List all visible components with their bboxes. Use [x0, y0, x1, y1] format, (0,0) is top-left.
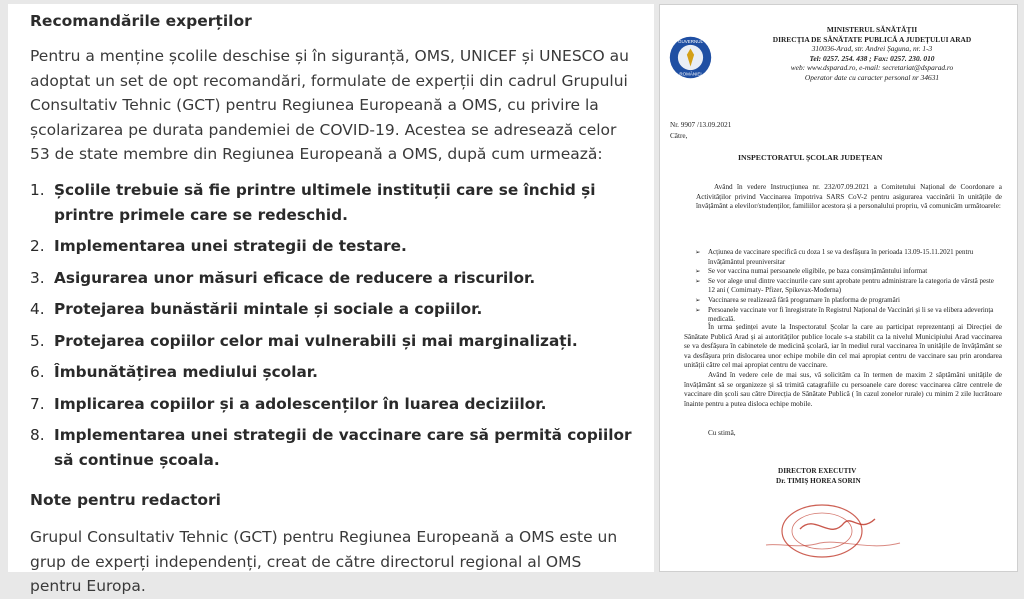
- signer-title: DIRECTOR EXECUTIV: [778, 467, 857, 475]
- list-item: ➢ Se vor alege unul dintre vaccinurile care sunt aprobate pentru administrare la categoria de vârstă peste 12 ani ( Comirnaty- Pfizer, Spikevax-Moderna): [702, 277, 1002, 296]
- list-item: 8. Implementarea unei strategii de vaccinare care să permită copiilor să continue școala.: [30, 426, 632, 469]
- list-item: 7. Implicarea copiilor și a adolescenților în luarea deciziilor.: [30, 394, 547, 413]
- recipient-title: INSPECTORATUL ȘCOLAR JUDEȚEAN: [738, 153, 883, 162]
- recommendations-list: [30, 178, 640, 472]
- letterhead: [742, 25, 1002, 82]
- intro-paragraph: Pentru a menține școlile deschise și în siguranță, OMS, UNICEF și UNESCO au adoptat un set de opt recomandări, formulate de experții din cadrul Grupului Consultativ Tehnic (GCT) pentru Regiunea Europeană a OMS, cu privire la școlarizarea pe durata pandemiei de COVID-19. Acestea se adresează celor 53 de state membre din Regiunea Europeană a OMS, după cum urmează:: [30, 47, 629, 163]
- letter-paragraph-2: În urma ședinței avute la Inspectoratul Școlar la care au participat reprezentanți ai Direcției de Sănătate Publică Arad și ai autorităților publice locale s-a stabilit ca la nivelul Municipiului Arad vaccinarea se va desfășura în cabinetele de medicină școlară, iar în mediul rural vaccinarea în unitățile de învățământ se va desfășura prin dislocarea unor echipe mobile din cel mai apropiat centru de vaccinare sau prin arondarea unității către cel mai apropiat centru de vaccinare.: [684, 323, 1002, 370]
- list-item: 6. Îmbunătățirea mediului școlar.: [30, 363, 318, 381]
- logo-text-bottom: ROMÂNIEI: [679, 71, 702, 77]
- list-item: 1. Școlile trebuie să fie printre ultimele instituții care se închid și printre primele care se redeschid.: [30, 181, 596, 224]
- letter-paragraph-3: Având în vedere cele de mai sus, vă solicităm ca în termen de maxim 2 săptămâni unitățile de învățământ să se organizeze și să trimită catagrafiile cu persoanele care doresc vaccinarea către centrele de vaccinare din școli sau către Direcția de Sănătate Publică ( în cazul zonelor rurale) cu minim 2 zile lucrătoare înainte pentru a putea disloca echipe mobile.: [684, 371, 1002, 408]
- signer-name: Dr. TIMIȘ HOREA SORIN: [776, 477, 861, 485]
- phone-line: Tel: 0257. 254. 438 ; Fax: 0257. 230. 010: [809, 53, 935, 63]
- measures-list: [702, 248, 1002, 325]
- government-logo-icon: [668, 35, 713, 80]
- letter-paragraph-1: Având în vedere Instrucțiunea nr. 232/07.09.2021 a Comitetului Național de Coordonare a Activităților privind Vaccinarea împotriva SARS CoV-2 pentru asigurarea vaccinării în unitățile de învățământ a elevilor/studenților, familiilor acestora și a personalului propriu, vă comunicăm următoarele:: [696, 183, 1002, 211]
- notes-paragraph: Grupul Consultativ Tehnic (GCT) pentru Regiunea Europeană a OMS este un grup de experți independenți, creat de către directorul regional al OMS pentru Europa.: [30, 528, 618, 595]
- logo-text-top: GUVERNUL: [677, 39, 704, 45]
- list-item: 2. Implementarea unei strategii de testare.: [30, 237, 407, 255]
- to-label: Către,: [670, 132, 688, 140]
- ministry-name: MINISTERUL SĂNĂTĂȚII: [826, 25, 918, 34]
- directorate-name: DIRECȚIA DE SĂNĂTATE PUBLICĂ A JUDEȚULUI ARAD: [772, 34, 972, 44]
- operator-line: Operator date cu caracter personal nr 34631: [804, 72, 940, 82]
- official-stamp-icon: [760, 493, 910, 565]
- closing-line: Cu stimă,: [708, 429, 736, 437]
- registration-number: Nr. 9907 /13.09.2021: [670, 121, 732, 129]
- list-item: 5. Protejarea copiilor celor mai vulnerabili și mai marginalizați.: [30, 331, 578, 350]
- notes-heading: Note pentru redactori: [30, 491, 221, 509]
- list-item: ➢ Se vor vaccina numai persoanele eligibile, pe baza consimțământului informat: [702, 267, 1002, 277]
- list-item: ➢ Vaccinarea se realizează fără programare în platforma de programări: [702, 296, 1002, 306]
- article-panel: [8, 4, 654, 595]
- list-item: ➢ Persoanele vaccinate vor fi înregistrate în Registrul Național de Vaccinări și li se va elibera adeverința medicală.: [702, 306, 1002, 325]
- list-item: 3. Asigurarea unor măsuri eficace de reducere a riscurilor.: [30, 268, 536, 287]
- web-line: web: www.dsparad.ro, e-mail: secretariat@dsparad.ro: [790, 63, 954, 72]
- list-item: ➢ Acțiunea de vaccinare specifică cu doza 1 se va desfășura în perioada 13.09-15.11.2021 pentru învățământul preuniversitar: [702, 248, 1002, 267]
- address-line: 310036-Arad, str. Andrei Șaguna, nr. 1-3: [811, 44, 933, 53]
- list-item: 4. Protejarea bunăstării mintale și sociale a copiilor.: [30, 300, 483, 318]
- official-letter-panel: [659, 4, 1018, 572]
- experts-heading: Recomandările experților: [30, 12, 252, 30]
